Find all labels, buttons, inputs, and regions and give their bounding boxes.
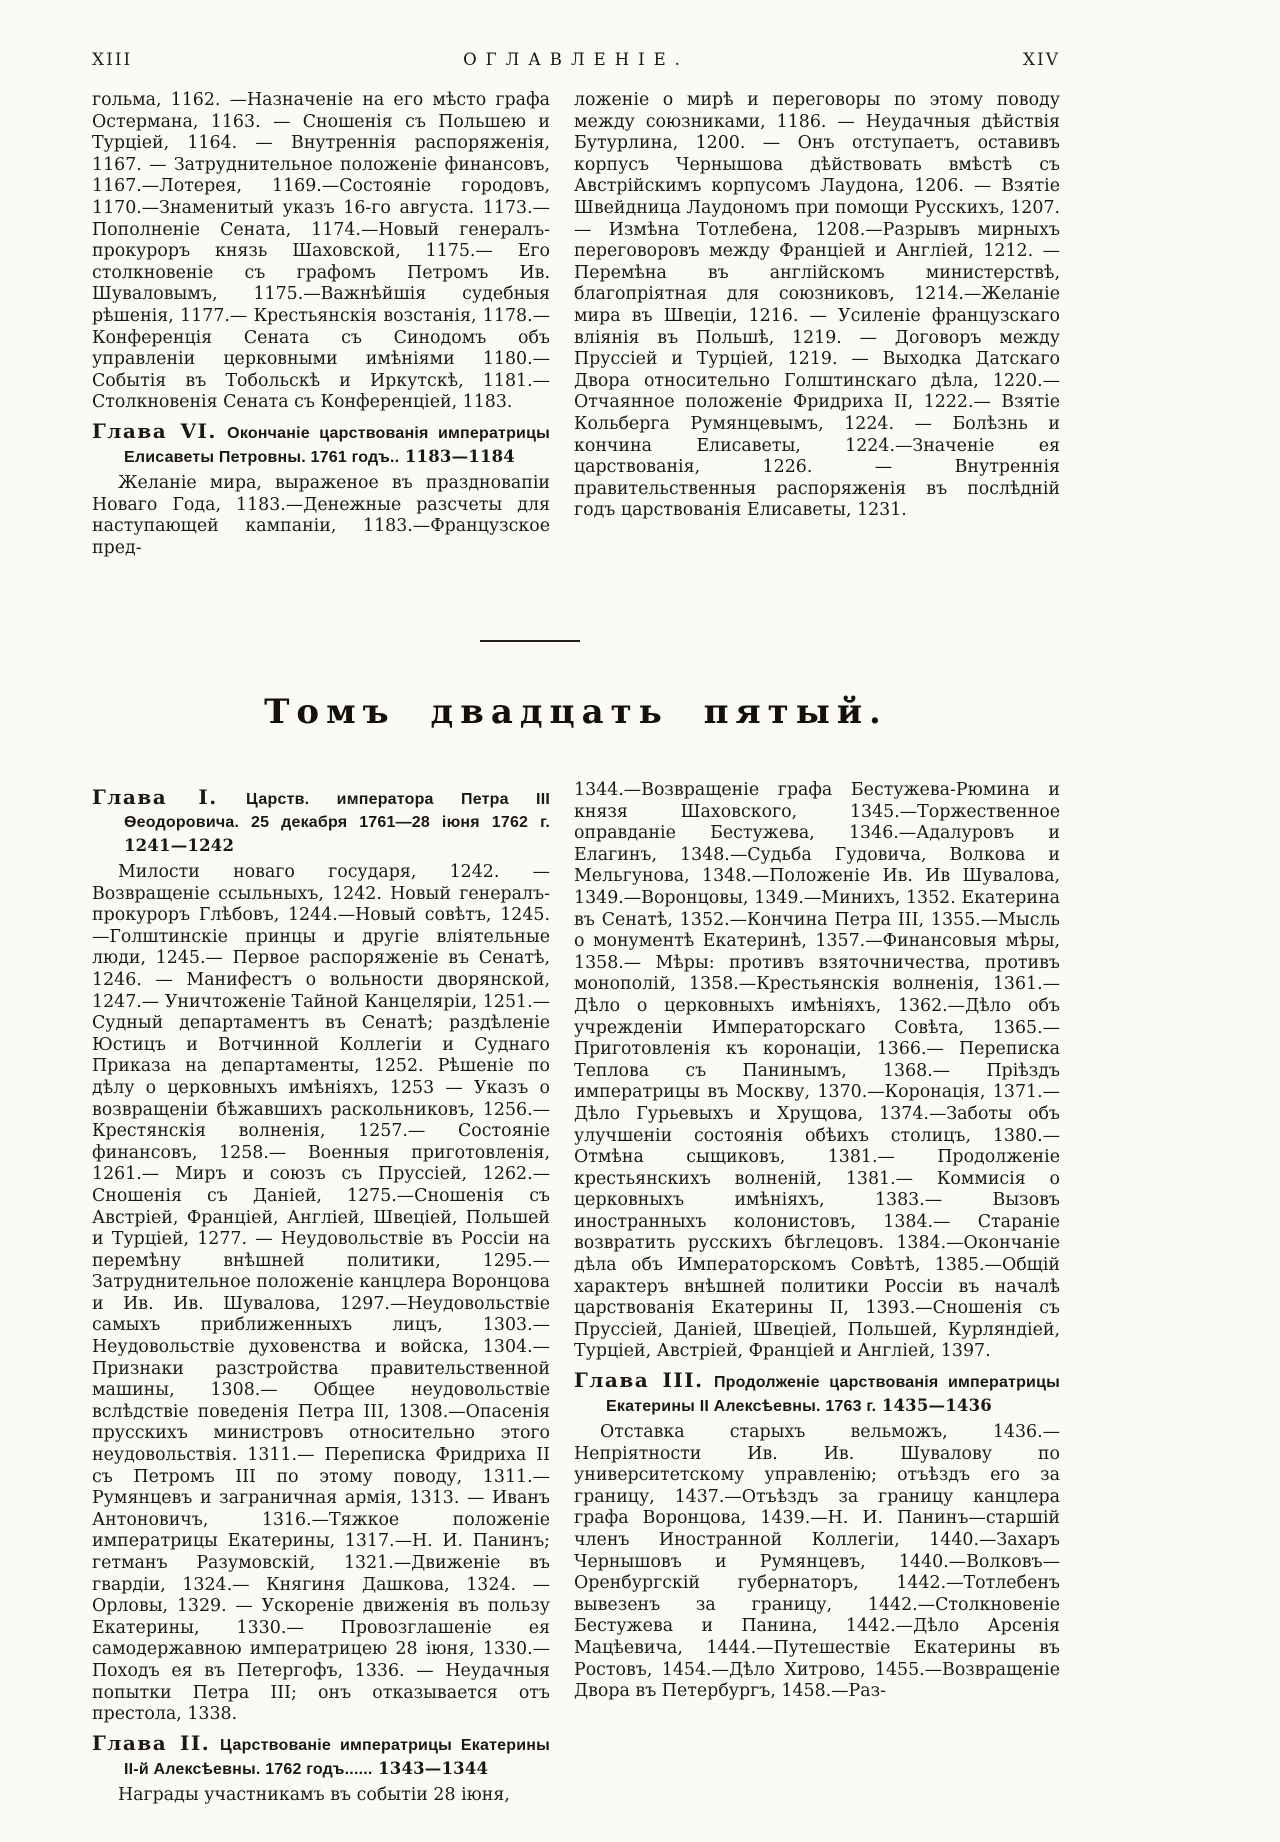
chapter-6-title: Окончаніе царствованія императрицы Елисаветы Петровны. 1761 годъ..	[124, 424, 550, 466]
top-left-column	[92, 90, 550, 559]
toc-paragraph: Отставка старыхъ вельможъ, 1436.—Непріятности Ив. Ив. Шувалову по университетскому управленію; отъѣздъ его за границу, 1437.—Отъѣздъ за границу канцлера графа Воронцова, 1439.—Н. И. Панинъ—старшій членъ Иностранной Коллегіи, 1440.—Захаръ Чернышовъ и Румянцевъ, 1440.—Волковъ—Оренбургскій губернаторъ, 1442.—Тотлебенъ вывезенъ за границу, 1442.—Столкновеніе Бестужева и Панина, 1442.—Дѣло Арсенія Мацѣевича, 1444.—Путешествіе Екатерины въ Ростовъ, 1454.—Дѣло Хитрово, 1455.—Возвращеніе Двора въ Петербургъ, 1458.—Раз-	[574, 1422, 1060, 1702]
page-header	[92, 50, 1060, 70]
page-number-left: XIII	[92, 50, 133, 70]
running-title: ОГЛАВЛЕНІЕ.	[463, 50, 689, 69]
section-divider	[480, 640, 580, 642]
toc-paragraph: гольма, 1162. —Назначеніе на его мѣсто графа Остермана, 1163. — Сношенія съ Польшею и Турціей, 1164. — Внутреннія распоряженія, 1167. — Затруднительное положеніе финансовъ, 1167.—Лотерея, 1169.—Состояніе городовъ, 1170.—Знаменитый указъ 16-го августа. 1173.—Пополненіе Сената, 1174.—Новый генералъ-прокуроръ князь Шаховской, 1175.— Его столкновеніе съ графомъ Петромъ Ив. Шуваловымъ, 1175.—Важнѣйшія судебныя рѣшенія, 1177.— Крестьянскія возстанія, 1178.— Конференція Сената съ Синодомъ объ управленіи церковными имѣніями 1180.—Событія въ Тобольскѣ и Иркутскѣ, 1181.—Столкновенія Сената съ Конференціей, 1183.	[92, 90, 550, 413]
page-number-right: XIV	[1022, 50, 1060, 70]
chapter-6-label: Глава VI.	[92, 418, 217, 443]
top-toc-section	[92, 90, 1060, 559]
volume-title: Томъ двадцать пятый.	[264, 692, 888, 732]
top-right-column	[574, 90, 1060, 559]
toc-paragraph: 1344.—Возвращеніе графа Бестужева-Рюмина и князя Шаховского, 1345.—Торжественное оправданіе Бестужева, 1346.—Адалуровъ и Елагинъ, 1348.—Судьба Гудовича, Волкова и Мельгунова, 1348.—Положеніе Ив. Ив Шувалова, 1349.—Воронцовы, 1349.—Минихъ, 1352. Екатерина въ Сенатѣ, 1352.—Кончина Петра III, 1355.—Мысль о монументѣ Екатеринѣ, 1357.—Финансовыя мѣры, 1358.— Мѣры: противъ взяточничества, противъ монополій, 1358.—Крестьянскія волненія, 1361.— Дѣло о церковныхъ имѣніяхъ, 1362.—Дѣло объ учрежденіи Императорскаго Совѣта, 1365.—Приготовленія къ коронаціи, 1366.— Переписка Теплова съ Панинымъ, 1368.— Пріѣздъ императрицы въ Москву, 1370.—Коронація, 1371.—Дѣло Гурьевыхъ и Хрущова, 1374.—Заботы объ улучшеніи состоянія обѣихъ столицъ, 1380.—Отмѣна сыщиковъ, 1381.— Продолженіе крестьянскихъ волненій, 1381.— Коммисія о церковныхъ имѣніяхъ, 1383.— Вызовъ иностранныхъ колонистовъ, 1384.— Стараніе возвратить русскихъ бѣглецовъ. 1384.—Окончаніе дѣла объ Императорскомъ Совѣтѣ, 1385.—Общій характеръ внѣшней политики Россіи въ началѣ царствованія Екатерины II, 1393.—Сношенія съ Пруссіей, Даніей, Швеціей, Польшей, Курляндіей, Турціей, Австріей, Франціей и Англіей, 1397.	[574, 780, 1060, 1362]
toc-paragraph: Желаніе мира, выраженое въ праздновапіи Новаго Года, 1183.—Денежные разсчеты для наступающей кампаніи, 1183.—Французское пред-	[92, 472, 550, 558]
bottom-right-column	[574, 780, 1060, 1806]
chapter-6-pages: 1183—1184	[404, 446, 515, 466]
chapter-1-title: Царств. императора Петра III Ѳеодоровича. 25 декабря 1761—28 іюня 1762 г.	[124, 791, 550, 831]
chapter-6-heading	[92, 420, 550, 469]
chapter-2-heading	[92, 1732, 550, 1781]
toc-paragraph: Милости новаго государя, 1242. — Возвращеніе ссыльныхъ, 1242. Новый генералъ-прокуроръ Глѣбовъ, 1244.—Новый совѣтъ, 1245.—Голштинскіе принцы и другіе вліятельные люди, 1245.— Первое распоряженіе въ Сенатѣ, 1246. — Манифестъ о вольности дворянской, 1247.— Уничтоженіе Тайной Канцеляріи, 1251.— Судный департаментъ въ Сенатѣ; раздѣленіе Юстицъ и Вотчинной Коллегіи и Суднаго Приказа на департаменты, 1252. Рѣшеніе по дѣлу о церковныхъ имѣніяхъ, 1253 — Указъ о возвращеніи бѣжавшихъ раскольниковъ, 1256.— Крестянскія волненія, 1257.— Состояніе финансовъ, 1258.— Военныя приготовленія, 1261.— Миръ и союзъ съ Пруссіей, 1262.—Сношенія съ Даніей, 1275.—Сношенія съ Австріей, Франціей, Англіей, Швеціей, Польшей и Турціей, 1277. — Неудовольствіе въ Россіи на перемѣну внѣшней политики, 1295.—Затруднительное положеніе канцлера Воронцова и Ив. Ив. Шувалова, 1297.—Неудовольствіе самыхъ приближенныхъ лицъ, 1303.—Неудовольствіе духовенства и войска, 1304.—Признаки разстройства правительственной машины, 1308.— Общее неудовольствіе вслѣдствіе поведенія Петра III, 1308.—Опасенія прусскихъ министровъ относительно этого неудовольствія. 1311.— Переписка Фридриха II съ Петромъ III по этому поводу, 1311.—Румянцевъ и заграничная армія, 1313. — Иванъ Антоновичъ, 1316.—Тяжкое положеніе императрицы Екатерины, 1317.—Н. И. Панинъ; гетманъ Разумовскій, 1321.—Движеніе въ гвардіи, 1324.— Княгиня Дашкова, 1324. — Орловы, 1329. — Ускореніе движенія въ пользу Екатерины, 1330.— Провозглашеніе ея самодержавною императрицею 28 іюня, 1330.—Походъ ея въ Петергофъ, 1336. — Неудачныя попытки Петра III; онъ отказывается отъ престола, 1338.	[92, 862, 550, 1725]
chapter-3-pages: 1435—1436	[881, 1396, 992, 1416]
chapter-3-label: Глава III.	[574, 1368, 704, 1393]
bottom-left-column	[92, 780, 550, 1806]
chapter-3-title: Продолженіе царствованія императрицы Екатерины II Алексѣевны. 1763 г.	[606, 1374, 1060, 1416]
toc-paragraph: ложеніе о мирѣ и переговоры по этому поводу между союзниками, 1186. — Неудачныя дѣйствія Бутурлина, 1200. — Онъ отступаетъ, оставивъ корпусъ Чернышова дѣйствовать вмѣстѣ съ Австрійскимъ корпусомъ Лаудона, 1206. — Взятіе Швейдница Лаудономъ при помощи Русскихъ, 1207. — Измѣна Тотлебена, 1208.—Разрывъ мирныхъ переговоровъ между Франціей и Англіей, 1212. — Перемѣна въ англійскомъ министерствѣ, благопріятная для союзниковъ, 1214.—Желаніе мира въ Швеціи, 1216. — Усиленіе французскаго вліянія въ Польшѣ, 1219. — Договоръ между Пруссіей и Турціей, 1219. — Выходка Датскаго Двора относительно Голштинскаго дѣла, 1220.— Отчаянное положеніе Фридриха II, 1222.— Взятіе Кольберга Румянцевымъ, 1224. — Болѣзнь и кончина Елисаветы, 1224.—Значеніе ея царствованія, 1226. — Внутреннія правительственныя распоряженія въ послѣдній годъ царствованія Елисаветы, 1231.	[574, 90, 1060, 521]
bottom-toc-section	[92, 780, 1060, 1806]
chapter-2-label: Глава II.	[92, 1730, 211, 1755]
chapter-2-pages: 1343—1344	[378, 1758, 489, 1778]
chapter-2-title: Царствованіе императрицы Екатерины II-й Алексѣевны. 1762 годъ......	[124, 1736, 550, 1778]
chapter-1-label: Глава I.	[92, 785, 218, 809]
chapter-3-heading	[574, 1369, 1060, 1418]
toc-paragraph: Награды участникамъ въ событіи 28 іюня,	[118, 1784, 510, 1805]
chapter-1-heading	[92, 786, 550, 858]
chapter-1-pages: 1241—1242	[124, 836, 235, 855]
